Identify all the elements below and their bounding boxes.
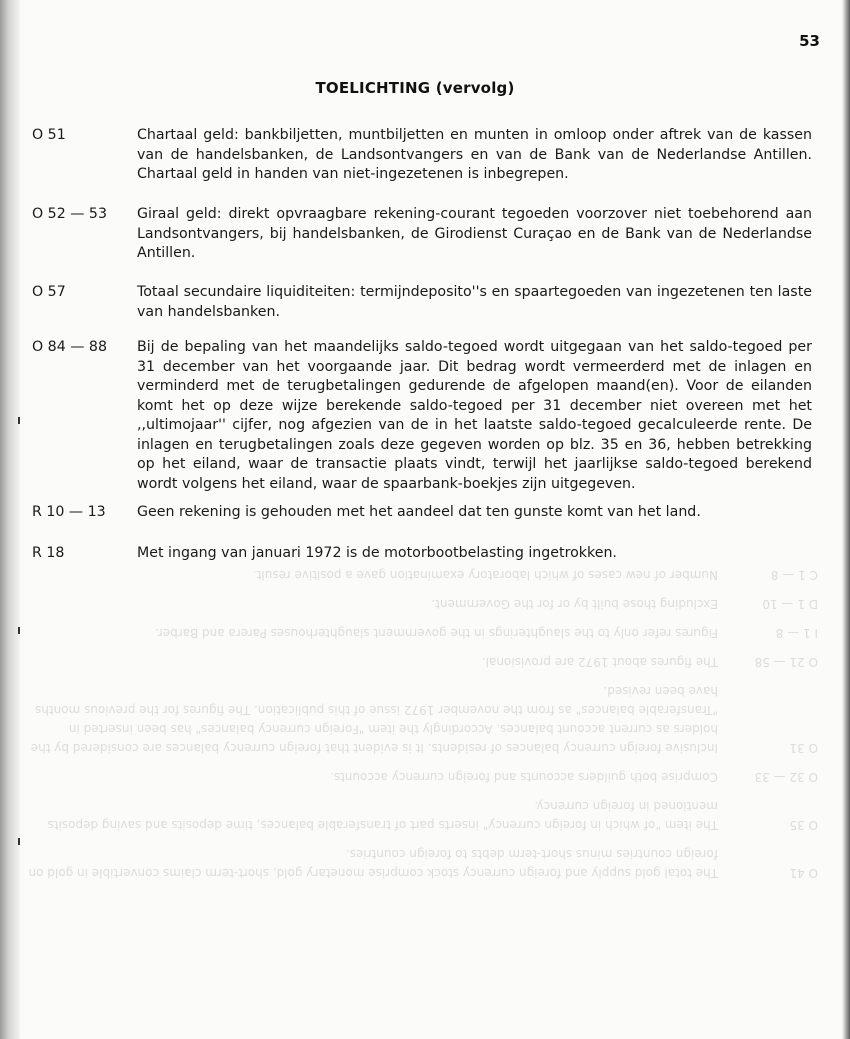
bleed-code: O 31 — [789, 741, 818, 755]
bleed-text: Excluding those built by or for the Government. — [431, 597, 718, 611]
bleed-code: O 32 — 33 — [754, 770, 818, 784]
bleed-code: D 1 — 10 — [762, 597, 818, 611]
entry-text: Bij de bepaling van het maandelijks saldo-tegoed wordt uitgegaan van het saldo-tegoed per 31 december van het voorgaande jaar. Dit bedrag wordt vermeerderd met de inlagen en verminderd met de terugbetalingen gedurende de afgelopen maand(en). Voor de eilanden komt het op deze wijze berekende saldo-tegoed per 31 december niet overeen met het ,,ultimojaar'' cijfer, nog afgezien van de in het laatste saldo-tegoed gecalculeerde rente. De inlagen en terugbetalingen zoals deze gegeven worden op blz. 35 en 36, hebben betrekking op het eiland, waar de transactie plaats vindt, terwijl het jaarlijkse saldo-tegoed berekend wordt volgens het eiland, waar de spaarbank-boekjes zijn uitgegeven. — [137, 339, 812, 492]
bleed-code: O 21 — 58 — [754, 655, 818, 669]
bleed-row — [28, 652, 818, 671]
entry-code: O 57 — [32, 284, 66, 300]
page-title: TOELICHTING (vervolg) — [315, 79, 515, 97]
entry-text: Giraal geld: direkt opvraagbare rekening-courant tegoeden voorzover niet toebehorend aan Landsontvangers, bij handelsbanken, de Girodienst Curaçao en de Bank van de Nederlandse Antillen. — [137, 206, 812, 261]
entry-text: Geen rekening is gehouden met het aandeel dat ten gunste komt van het land. — [137, 504, 701, 520]
bleed-row — [28, 623, 818, 642]
margin-tick-mark — [18, 417, 20, 424]
bleed-row — [28, 594, 818, 613]
bleed-text: Inclusive foreign currency balances of residents. It is evident that foreign currency balances are considered by the holders as current account balances. Accordingly the item "Foreign currency balances" has been inserted in "Transferable balances" as from the november 1972 issue of this publication. The figures for the previous months have been revised. — [30, 684, 718, 755]
bleed-through-text — [28, 555, 818, 882]
note-entry-o57 — [32, 283, 812, 322]
note-entry-o84-88 — [32, 338, 812, 494]
bleed-text: The figures about 1972 are provisional. — [481, 655, 718, 669]
bleed-row — [28, 796, 818, 834]
entry-code: R 10 — 13 — [32, 504, 106, 520]
bleed-row — [28, 681, 818, 757]
entry-text: Chartaal geld: bankbiljetten, muntbiljetten en munten in omloop onder aftrek van de kassen van de handelsbanken, de Landsontvangers en van de Bank van de Nederlandse Antillen. Chartaal geld in handen van niet-ingezetenen is inbegrepen. — [137, 127, 812, 182]
bleed-code: I 1 — 8 — [775, 626, 818, 640]
entry-code: O 84 — 88 — [32, 339, 107, 355]
bleed-text: The item "of which in foreign currency" inserts part of transferable balances, time deposits and saving deposits mentioned in foreign currency. — [47, 799, 718, 832]
note-entry-o52-53 — [32, 205, 812, 264]
margin-tick-mark — [18, 838, 20, 845]
entry-text: Met ingang van januari 1972 is de motorbootbelasting ingetrokken. — [137, 545, 617, 561]
note-entry-r10-13 — [32, 503, 812, 523]
bleed-text: Comprise both guilders accounts and foreign currency accounts. — [330, 770, 718, 784]
note-entry-r18 — [32, 544, 812, 564]
bleed-text: Figures refer only to the slaughterings in the government slaughterhouses Parera and Barber. — [155, 626, 718, 640]
binding-edge — [0, 0, 20, 1039]
bleed-code: O 41 — [789, 866, 818, 880]
bleed-row — [28, 844, 818, 882]
entry-code: R 18 — [32, 545, 65, 561]
bleed-code: C 1 — 8 — [770, 568, 818, 582]
page-number: 53 — [799, 32, 820, 50]
bleed-row — [28, 767, 818, 786]
entry-text: Totaal secundaire liquiditeiten: termijndeposito''s en spaartegoeden van ingezetenen ten laste van handelsbanken. — [137, 284, 812, 320]
entry-code: O 52 — 53 — [32, 206, 107, 222]
bleed-text: The total gold supply and foreign currency stock comprise monetary gold, short-term claims convertible in gold on foreign countries minus short-term debts to foreign countries. — [28, 847, 718, 880]
note-entry-o51 — [32, 126, 812, 185]
page-edge-shadow — [842, 0, 850, 1039]
margin-tick-mark — [18, 627, 20, 634]
bleed-code: O 35 — [789, 818, 818, 832]
entry-code: O 51 — [32, 127, 66, 143]
bleed-text: Number of new cases of which laboratory examination gave a positive result. — [252, 568, 718, 582]
bleed-row — [28, 565, 818, 584]
